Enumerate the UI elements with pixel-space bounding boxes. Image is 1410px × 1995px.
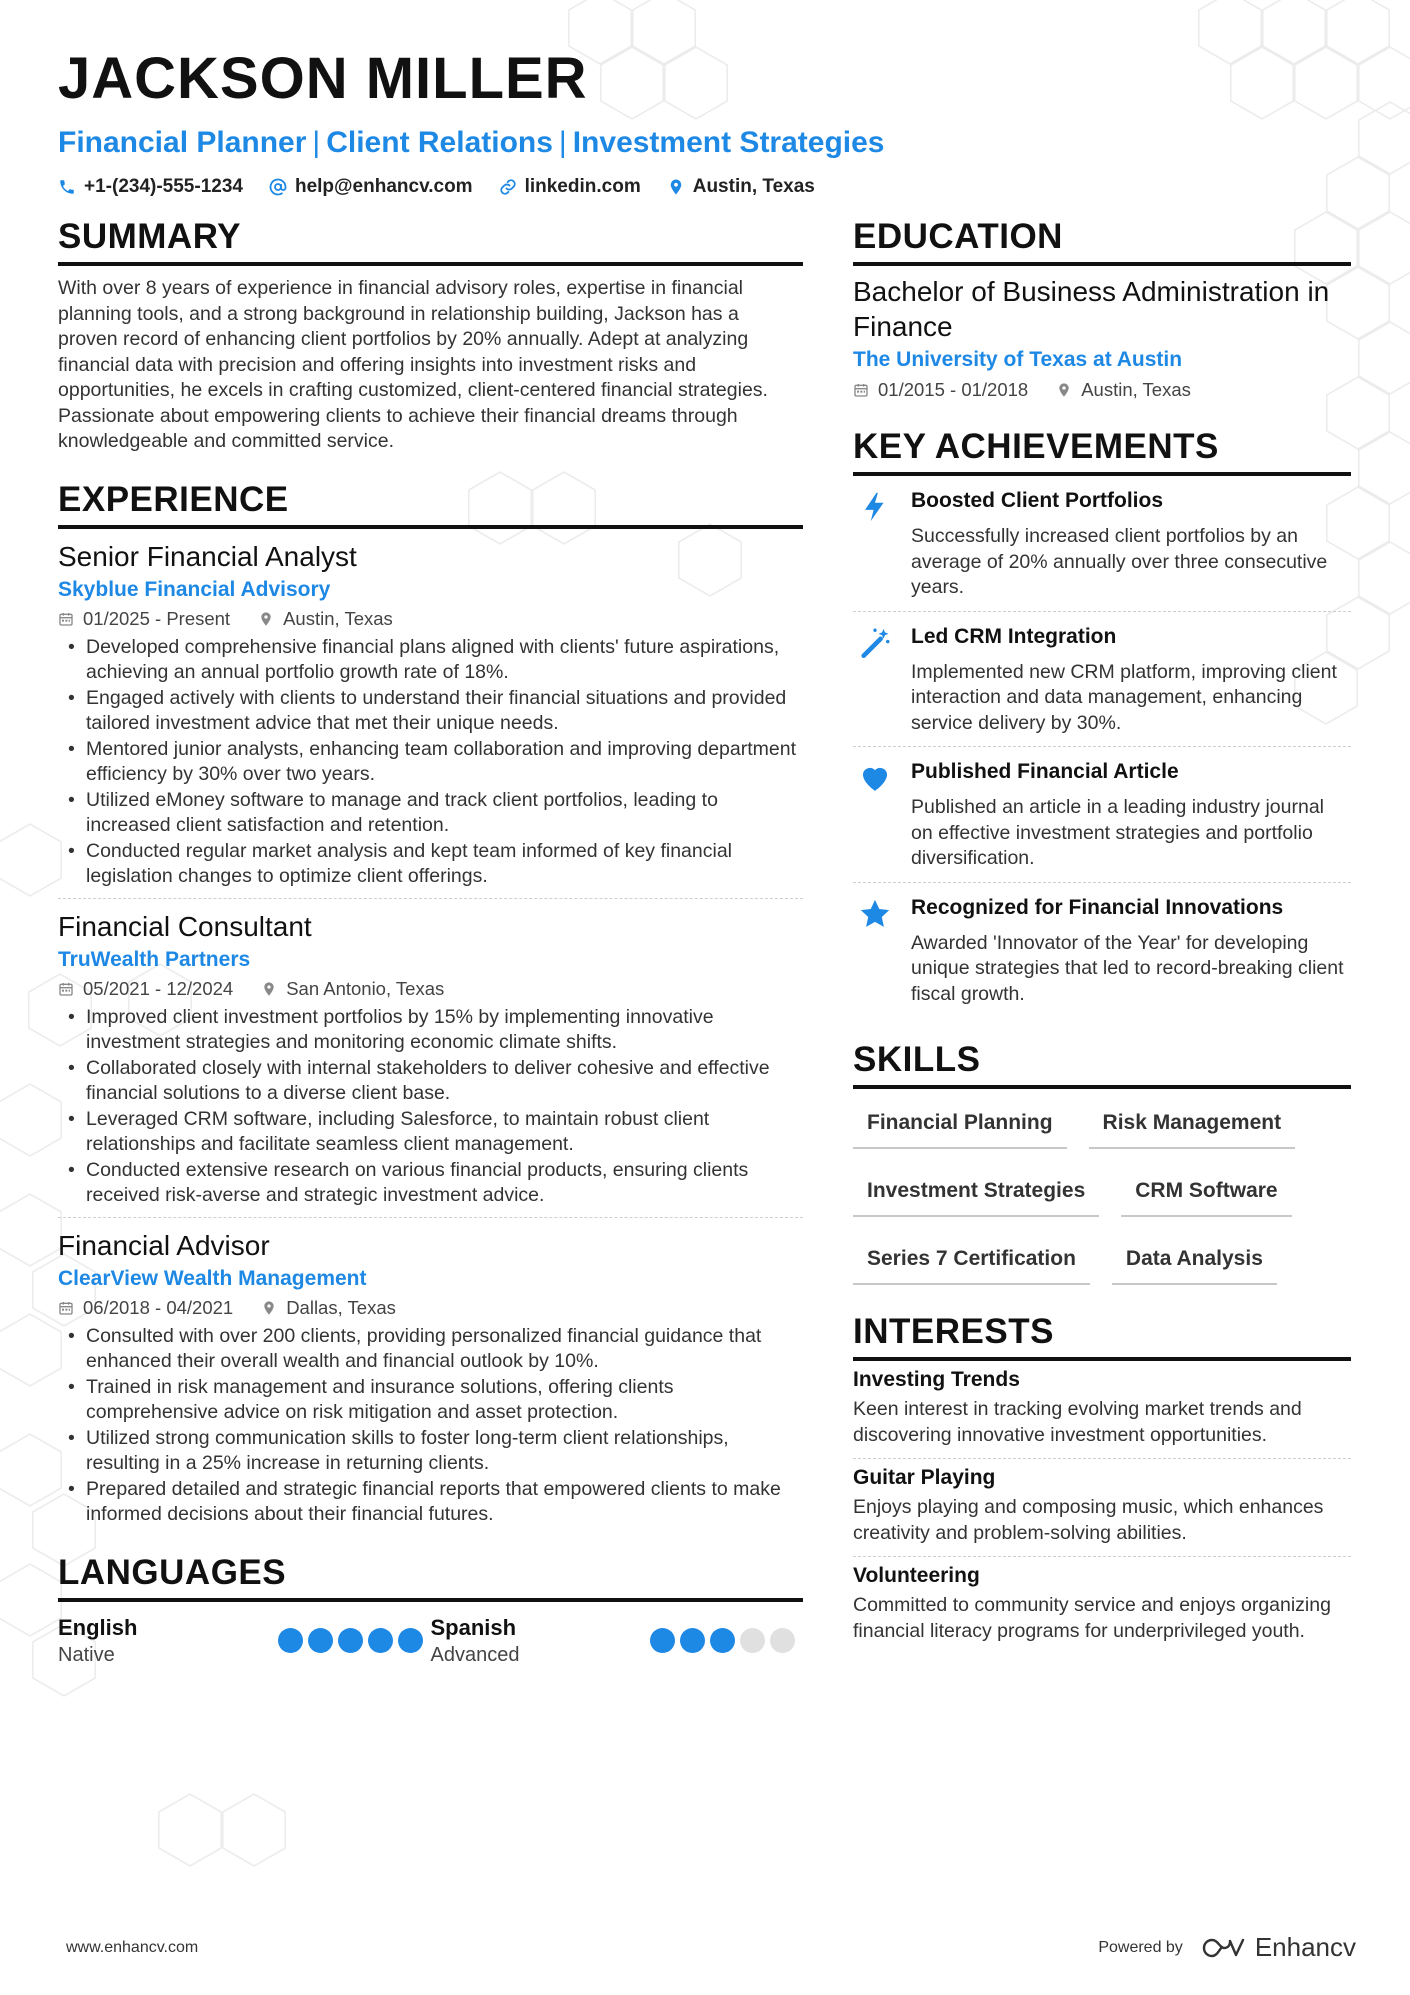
map-pin-icon bbox=[258, 611, 274, 627]
job-location: San Antonio, Texas bbox=[286, 977, 445, 999]
achievement-item bbox=[853, 612, 1351, 748]
achievements-heading: KEY ACHIEVEMENTS bbox=[853, 426, 1351, 476]
rating-dot-filled bbox=[338, 1628, 363, 1653]
rating-dot-filled bbox=[710, 1628, 735, 1653]
language-name: Spanish bbox=[430, 1614, 517, 1640]
experience-heading: EXPERIENCE bbox=[58, 479, 803, 529]
at-sign-icon bbox=[269, 178, 287, 196]
experience-entry bbox=[58, 1228, 803, 1528]
calendar-icon bbox=[58, 1300, 74, 1316]
phone-icon bbox=[58, 178, 76, 196]
rating-dot-filled bbox=[278, 1628, 303, 1653]
interest-title: Volunteering bbox=[853, 1564, 980, 1587]
resume-header bbox=[58, 46, 1358, 198]
bullet-item: • Conducted regular market analysis and kept team informed of key financial legislation changes to optimize client offerings. bbox=[58, 839, 803, 890]
bullet-item: • Utilized strong communication skills to foster long-term client relationships, resulting in a 25% increase in returning clients. bbox=[58, 1426, 803, 1477]
website-link[interactable]: www.enhancv.com bbox=[66, 1938, 199, 1956]
achievement-description: Implemented new CRM platform, improving client interaction and data management, enhancing service delivery by 30%. bbox=[911, 660, 1337, 734]
heart-icon bbox=[858, 761, 892, 795]
skill-tag: Series 7 Certification bbox=[853, 1239, 1090, 1285]
tagline-item: Financial Planner bbox=[58, 126, 307, 159]
education-location: Austin, Texas bbox=[1081, 379, 1191, 400]
job-title: Financial Consultant bbox=[58, 910, 312, 942]
job-dates: 06/2018 - 04/2021 bbox=[83, 1296, 234, 1318]
language-rating bbox=[278, 1628, 423, 1653]
experience-entry bbox=[58, 539, 803, 899]
school-name: The University of Texas at Austin bbox=[853, 348, 1183, 371]
bullet-item: • Improved client investment portfolios by 15% by implementing innovative investment strategies and monitoring economic climate shifts. bbox=[58, 1005, 803, 1056]
interest-item bbox=[853, 1459, 1351, 1557]
powered-by bbox=[1098, 1932, 1356, 1963]
skill-tag: Data Analysis bbox=[1112, 1239, 1277, 1285]
map-pin-icon bbox=[261, 981, 277, 997]
job-meta bbox=[58, 1294, 803, 1322]
link-icon bbox=[499, 178, 517, 196]
interest-item bbox=[853, 1361, 1351, 1459]
lightning-icon bbox=[858, 490, 892, 524]
interest-description: Committed to community service and enjoys organizing financial literacy programs for underprivileged youth. bbox=[853, 1594, 1331, 1642]
language-level: Advanced bbox=[430, 1643, 520, 1666]
languages-list bbox=[58, 1614, 803, 1668]
map-pin-icon bbox=[667, 178, 685, 196]
rating-dot-filled bbox=[680, 1628, 705, 1653]
language-rating bbox=[650, 1628, 795, 1653]
entry-divider bbox=[58, 1217, 803, 1218]
candidate-name: JACKSON MILLER bbox=[58, 46, 588, 111]
summary-heading: SUMMARY bbox=[58, 216, 803, 266]
tagline-separator: | bbox=[558, 126, 567, 159]
job-dates: 05/2021 - 12/2024 bbox=[83, 977, 234, 999]
bullet-item: • Consulted with over 200 clients, providing personalized financial guidance that enhanced their overall wealth and financial outlook by 10%. bbox=[58, 1324, 803, 1375]
contact-phone[interactable]: +1-(234)-555-1234 bbox=[58, 176, 243, 198]
achievement-item bbox=[853, 476, 1351, 612]
skill-tag: CRM Software bbox=[1121, 1171, 1291, 1217]
education-meta bbox=[853, 376, 1351, 404]
magic-wand-icon bbox=[858, 626, 892, 660]
bullet-item: • Mentored junior analysts, enhancing team collaboration and improving department efficiency by 30% over two years. bbox=[58, 737, 803, 788]
skills-list bbox=[853, 1103, 1351, 1285]
calendar-icon bbox=[58, 981, 74, 997]
achievement-title: Boosted Client Portfolios bbox=[911, 489, 1163, 512]
brand-name: Enhancv bbox=[1254, 1932, 1356, 1962]
education-heading: EDUCATION bbox=[853, 216, 1351, 266]
company-name: ClearView Wealth Management bbox=[58, 1266, 367, 1290]
degree-title: Bachelor of Business Administration in Finance bbox=[853, 276, 1330, 342]
contact-bar bbox=[58, 176, 1358, 198]
skill-tag: Financial Planning bbox=[853, 1103, 1067, 1149]
experience-entry bbox=[58, 909, 803, 1218]
tagline bbox=[58, 124, 1358, 162]
interests-list bbox=[853, 1361, 1351, 1654]
skill-tag: Risk Management bbox=[1089, 1103, 1296, 1149]
language-name: English bbox=[58, 1614, 138, 1640]
skills-heading: SKILLS bbox=[853, 1039, 1351, 1089]
tagline-item: Client Relations bbox=[326, 126, 553, 159]
job-title: Financial Advisor bbox=[58, 1229, 270, 1261]
powered-by-label: Powered by bbox=[1098, 1938, 1183, 1956]
education-dates: 01/2015 - 01/2018 bbox=[878, 379, 1029, 400]
achievement-description: Published an article in a leading industry journal on effective investment strategies and portfolio diversification. bbox=[911, 796, 1325, 869]
achievement-item bbox=[853, 883, 1351, 1018]
star-icon bbox=[858, 897, 892, 931]
calendar-icon bbox=[853, 382, 869, 398]
bullet-item: • Conducted extensive research on various financial products, ensuring clients received risk-averse and strategic investment advice. bbox=[58, 1158, 803, 1209]
achievement-title: Recognized for Financial Innovations bbox=[911, 895, 1284, 919]
company-name: Skyblue Financial Advisory bbox=[58, 577, 331, 601]
language-item bbox=[431, 1614, 804, 1668]
interest-description: Enjoys playing and composing music, which enhances creativity and problem-solving abilities. bbox=[853, 1496, 1324, 1544]
right-column bbox=[853, 216, 1351, 1654]
rating-dot-filled bbox=[650, 1628, 675, 1653]
interest-title: Guitar Playing bbox=[853, 1466, 996, 1489]
interests-heading: INTERESTS bbox=[853, 1311, 1351, 1361]
bullet-item: • Utilized eMoney software to manage and track client portfolios, leading to increased client satisfaction and retention. bbox=[58, 788, 803, 839]
achievement-title: Led CRM Integration bbox=[911, 624, 1117, 648]
skill-tag: Investment Strategies bbox=[853, 1171, 1099, 1217]
rating-dot-empty bbox=[740, 1628, 765, 1653]
map-pin-icon bbox=[261, 1300, 277, 1316]
achievement-description: Awarded 'Innovator of the Year' for developing unique strategies that led to record-breaking client fiscal growth. bbox=[911, 931, 1344, 1005]
job-bullets bbox=[58, 635, 803, 890]
tagline-item: Investment Strategies bbox=[572, 126, 885, 159]
language-item bbox=[58, 1614, 431, 1668]
bullet-item: • Collaborated closely with internal stakeholders to deliver cohesive and effective financial solutions to a diverse client base. bbox=[58, 1056, 803, 1107]
rating-dot-filled bbox=[308, 1628, 333, 1653]
rating-dot-filled bbox=[398, 1628, 423, 1653]
rating-dot-filled bbox=[368, 1628, 393, 1653]
interest-title: Investing Trends bbox=[853, 1368, 1020, 1391]
achievement-item bbox=[853, 747, 1351, 883]
calendar-icon bbox=[58, 611, 74, 627]
job-bullets bbox=[58, 1324, 803, 1528]
page-footer bbox=[66, 1932, 1356, 1963]
left-column bbox=[58, 216, 803, 1668]
job-location: Dallas, Texas bbox=[286, 1296, 396, 1318]
company-name: TruWealth Partners bbox=[58, 947, 251, 971]
achievement-title: Published Financial Article bbox=[911, 760, 1179, 783]
contact-email[interactable]: help@enhancv.com bbox=[269, 176, 473, 198]
contact-location: Austin, Texas bbox=[667, 176, 815, 198]
interest-description: Keen interest in tracking evolving market trends and discovering innovative investment opportunities. bbox=[853, 1398, 1302, 1446]
job-location: Austin, Texas bbox=[283, 607, 393, 629]
achievements-list bbox=[853, 476, 1351, 1017]
job-meta bbox=[58, 975, 803, 1003]
enhancv-logo-icon bbox=[1201, 1936, 1247, 1960]
job-title: Senior Financial Analyst bbox=[58, 540, 357, 572]
achievement-description: Successfully increased client portfolios by an average of 20% annually over three consecutive years. bbox=[911, 525, 1328, 598]
language-level: Native bbox=[58, 1643, 115, 1666]
rating-dot-empty bbox=[770, 1628, 795, 1653]
job-meta bbox=[58, 605, 803, 633]
entry-divider bbox=[58, 898, 803, 899]
brand-logo[interactable] bbox=[1201, 1932, 1356, 1963]
bullet-item: • Prepared detailed and strategic financial reports that empowered clients to make informed decisions about their financial futures. bbox=[58, 1477, 803, 1528]
languages-heading: LANGUAGES bbox=[58, 1552, 803, 1602]
job-bullets bbox=[58, 1005, 803, 1209]
interest-item bbox=[853, 1557, 1351, 1654]
bullet-item: • Leveraged CRM software, including Salesforce, to maintain robust client relationships and facilitate seamless client management. bbox=[58, 1107, 803, 1158]
tagline-separator: | bbox=[312, 126, 321, 159]
summary-text: With over 8 years of experience in financial advisory roles, expertise in financial planning tools, and a strong background in relationship building, Jackson has a proven record of enhancing client portfolios by 20% annually. Adept at analyzing financial data with precision and offering insights into investment risks and opportunities, he excels in crafting customized, client-centered financial strategies. Passionate about empowering clients to achieve their financial dreams through knowledgeable and committed service. bbox=[58, 277, 768, 452]
job-dates: 01/2025 - Present bbox=[83, 607, 231, 629]
bullet-item: • Engaged actively with clients to understand their financial situations and provided tailored investment advice that met their unique needs. bbox=[58, 686, 803, 737]
bullet-item: • Developed comprehensive financial plans aligned with clients' future aspirations, achieving an annual portfolio growth rate of 18%. bbox=[58, 635, 803, 686]
contact-linkedin[interactable]: linkedin.com bbox=[499, 176, 641, 198]
bullet-item: • Trained in risk management and insurance solutions, offering clients comprehensive advice on risk mitigation and asset protection. bbox=[58, 1375, 803, 1426]
map-pin-icon bbox=[1056, 382, 1072, 398]
